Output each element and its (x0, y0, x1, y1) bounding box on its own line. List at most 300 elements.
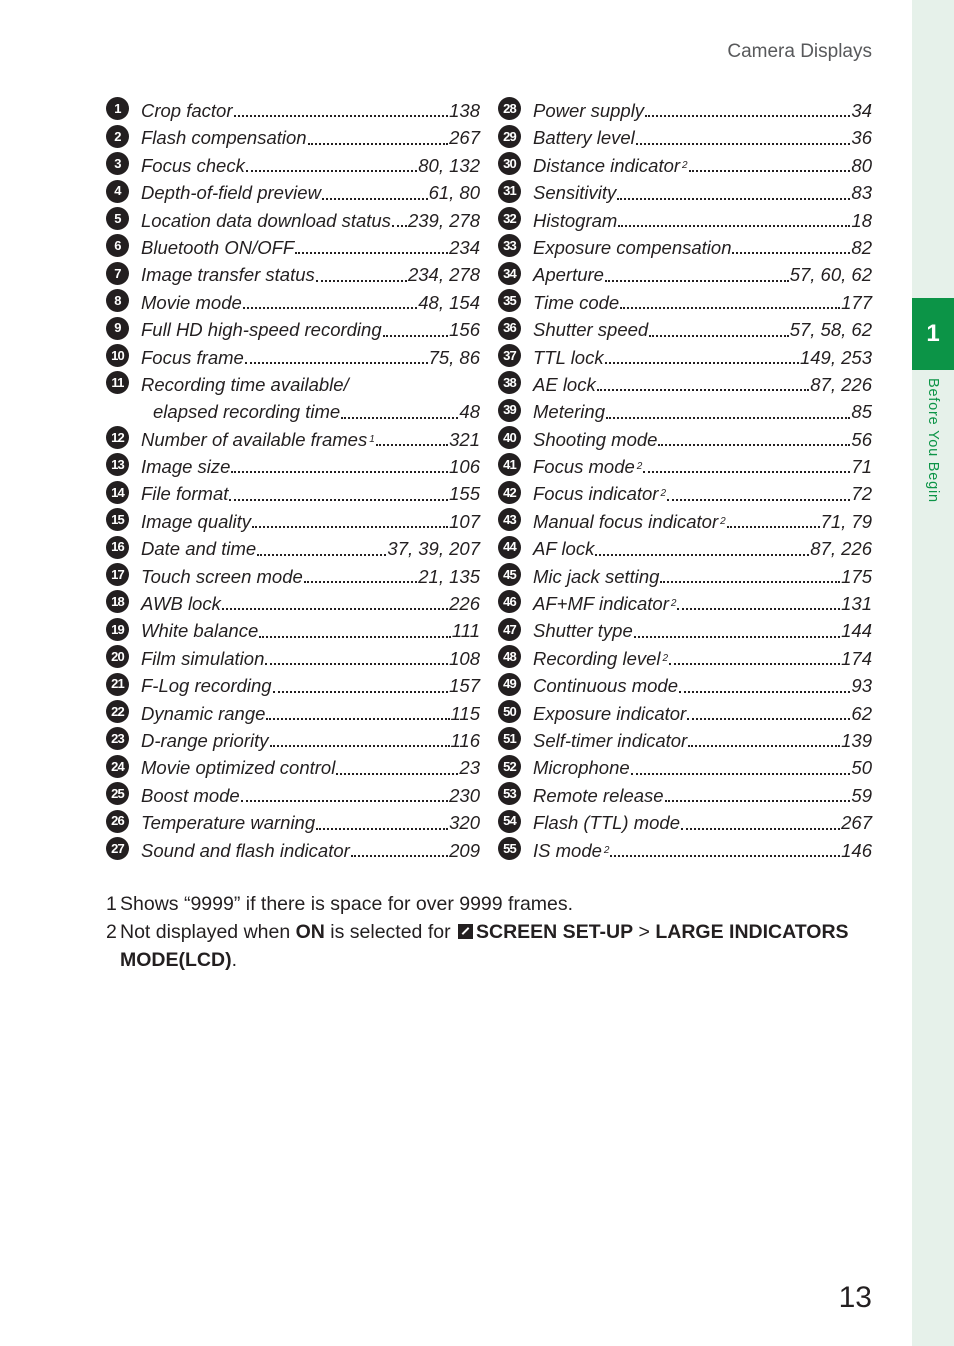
dot-leader (631, 773, 851, 775)
entry-pages: 239, 278 (407, 209, 480, 231)
index-entry (498, 124, 872, 151)
setup-menu-icon (458, 924, 473, 939)
dot-leader (643, 471, 850, 473)
entry-label: Manual focus indicator (533, 510, 719, 532)
index-entry (106, 289, 480, 316)
index-entry (106, 124, 480, 151)
entry-pages: 321 (449, 428, 480, 450)
entry-label: Exposure indicator (533, 702, 687, 724)
entry-label: Depth-of-field preview (141, 182, 321, 204)
right-index-column (498, 97, 872, 864)
entry-label: TTL lock (533, 346, 604, 368)
entry-pages: 85 (851, 401, 872, 423)
section-title: Camera Displays (727, 41, 872, 62)
index-entry (498, 700, 872, 727)
entry-label: Sensitivity (533, 182, 617, 204)
entry-label: D-range priority (141, 729, 269, 751)
dot-leader (595, 554, 809, 556)
footnote-text: . (231, 949, 237, 971)
index-entry (498, 809, 872, 836)
entry-label: Metering (533, 401, 605, 423)
entry-label: Focus indicator (533, 483, 659, 505)
dot-leader (234, 115, 449, 117)
entry-pages: 83 (851, 182, 872, 204)
entry-label: Battery level (533, 127, 635, 149)
entry-pages: 115 (450, 702, 480, 724)
entry-label: elapsed recording time (153, 401, 341, 423)
entry-label: Dynamic range (141, 702, 266, 724)
callout-number-icon: 52 (498, 755, 521, 778)
entry-label: Flash compensation (141, 127, 307, 149)
footnote-ref: 2 (662, 652, 669, 664)
callout-number-icon: 42 (498, 481, 521, 504)
entry-pages: 157 (449, 675, 480, 697)
entry-pages: 56 (851, 428, 872, 450)
entry-label: Image quality (141, 510, 252, 532)
dot-leader (257, 554, 386, 556)
index-entry (498, 316, 872, 343)
index-entry (106, 179, 480, 206)
entry-label: Focus frame (141, 346, 244, 368)
callout-number-icon: 33 (498, 234, 521, 257)
callout-number-icon: 30 (498, 152, 521, 175)
entry-pages: 80 (851, 154, 872, 176)
entry-label: AE lock (533, 373, 596, 395)
entry-label: File format (141, 483, 229, 505)
index-entry (498, 207, 872, 234)
callout-number-icon: 8 (106, 289, 129, 312)
callout-number-icon: 44 (498, 536, 521, 559)
footnote-ref: 2 (636, 461, 643, 473)
dot-leader (605, 362, 799, 364)
callout-number-icon: 4 (106, 180, 129, 203)
index-entry (106, 152, 480, 179)
entry-pages: 82 (851, 236, 872, 258)
entry-label: Focus mode (533, 456, 635, 478)
index-entry (498, 234, 872, 261)
dot-leader (649, 335, 789, 337)
index-entry (106, 234, 480, 261)
index-entry (106, 645, 480, 672)
index-entry (498, 453, 872, 480)
callout-number-icon: 43 (498, 508, 521, 531)
footnote-ref: 1 (369, 433, 375, 445)
entry-pages: 87, 226 (810, 538, 872, 560)
index-entry (498, 398, 872, 425)
index-entry (106, 809, 480, 836)
entry-pages: 57, 58, 62 (789, 319, 872, 341)
callout-number-icon: 5 (106, 207, 129, 230)
index-entry (498, 727, 872, 754)
entry-label: AWB lock (141, 593, 221, 615)
dot-leader (618, 225, 850, 227)
entry-label: Shutter type (533, 620, 633, 642)
entry-pages: 72 (851, 483, 872, 505)
entry-label: Distance indicator (533, 154, 681, 176)
callout-number-icon: 38 (498, 371, 521, 394)
callout-number-icon: 40 (498, 426, 521, 449)
entry-pages: 116 (450, 729, 480, 751)
entry-label: Microphone (533, 757, 630, 779)
entry-label: Shutter speed (533, 319, 649, 341)
dot-leader (266, 718, 449, 720)
entry-label: Mic jack setting (533, 565, 660, 587)
callout-number-icon: 48 (498, 645, 521, 668)
footnote-menu-large-indicators: LARGE INDICATORS MODE(LCD) (120, 921, 849, 971)
dot-leader (617, 198, 850, 200)
entry-label: Self-timer indicator (533, 729, 688, 751)
index-entry (106, 590, 480, 617)
entry-label: Bluetooth ON/OFF (141, 236, 295, 258)
index-entry (498, 179, 872, 206)
entry-label: Aperture (533, 264, 604, 286)
entry-label: AF+MF indicator (533, 593, 669, 615)
index-entry (498, 152, 872, 179)
callout-number-icon: 24 (106, 755, 129, 778)
callout-number-icon: 1 (106, 97, 129, 120)
entry-pages: 108 (449, 647, 480, 669)
entry-label: AF lock (533, 538, 595, 560)
dot-leader (351, 855, 448, 857)
callout-number-icon: 34 (498, 262, 521, 285)
entry-label: Number of available frames (141, 428, 368, 450)
entry-pages: 175 (841, 565, 872, 587)
dot-leader (222, 608, 448, 610)
entry-label: Crop factor (141, 99, 233, 121)
index-entry (498, 754, 872, 781)
callout-number-icon: 14 (106, 481, 129, 504)
footnotes (106, 890, 866, 974)
callout-number-icon: 31 (498, 180, 521, 203)
entry-label: Histogram (533, 209, 618, 231)
index-entry (498, 261, 872, 288)
index-entry (498, 426, 872, 453)
callout-number-icon: 11 (106, 371, 129, 394)
entry-label: Full HD high-speed recording (141, 319, 382, 341)
footnote-text: is selected for (324, 921, 456, 943)
footnote-on-value: ON (295, 921, 325, 943)
index-entry (106, 344, 480, 371)
entry-pages: 131 (841, 593, 872, 615)
dot-leader (336, 773, 458, 775)
index-entry (498, 480, 872, 507)
entry-pages: 111 (451, 620, 480, 642)
index-entry (498, 289, 872, 316)
callout-number-icon: 12 (106, 426, 129, 449)
dot-leader (376, 444, 448, 446)
entry-pages: 267 (449, 127, 480, 149)
footnote-ref: 2 (660, 488, 667, 500)
callout-number-icon: 32 (498, 207, 521, 230)
entry-label: Movie mode (141, 291, 242, 313)
entry-pages: 230 (449, 784, 480, 806)
entry-label: Remote release (533, 784, 664, 806)
dot-leader (681, 828, 840, 830)
index-entry (498, 672, 872, 699)
chapter-side-strip (912, 0, 954, 1346)
entry-pages: 107 (449, 510, 480, 532)
entry-pages: 267 (841, 812, 872, 834)
footnote-ref: 2 (720, 515, 726, 527)
dot-leader (732, 252, 850, 254)
entry-pages: 234, 278 (407, 264, 480, 286)
dot-leader (689, 170, 851, 172)
entry-label: Sound and flash indicator (141, 839, 350, 861)
callout-number-icon: 10 (106, 344, 129, 367)
index-entry (498, 508, 872, 535)
callout-number-icon: 15 (106, 508, 129, 531)
dot-leader (316, 280, 407, 282)
entry-label: Film simulation (141, 647, 265, 669)
entry-pages: 209 (449, 839, 480, 861)
entry-pages: 139 (841, 729, 872, 751)
callout-number-icon: 28 (498, 97, 521, 120)
footnote-menu-screen-setup: SCREEN SET-UP (476, 921, 634, 943)
callout-number-icon: 27 (106, 837, 129, 860)
callout-number-icon: 18 (106, 590, 129, 613)
callout-number-icon: 20 (106, 645, 129, 668)
entry-label: Time code (533, 291, 620, 313)
callout-number-icon: 7 (106, 262, 129, 285)
index-entry (498, 782, 872, 809)
callout-number-icon: 29 (498, 125, 521, 148)
entry-pages: 34 (851, 99, 872, 121)
callout-number-icon: 36 (498, 317, 521, 340)
entry-pages: 21, 135 (418, 565, 480, 587)
entry-pages: 174 (841, 647, 872, 669)
index-entry (106, 480, 480, 507)
index-entry (106, 261, 480, 288)
dot-leader (322, 198, 428, 200)
index-entry (106, 837, 480, 864)
page-number: 13 (838, 1281, 872, 1314)
index-entry (498, 344, 872, 371)
entry-pages: 71 (851, 456, 872, 478)
dot-leader (341, 417, 458, 419)
dot-leader (679, 691, 850, 693)
dot-leader (660, 581, 840, 583)
entry-pages: 23 (459, 757, 480, 779)
dot-leader (243, 307, 418, 309)
callout-number-icon: 9 (106, 317, 129, 340)
dot-leader (273, 691, 449, 693)
callout-number-icon: 51 (498, 727, 521, 750)
entry-pages: 320 (449, 812, 480, 834)
entry-label: Recording time available/ (141, 373, 349, 395)
callout-number-icon: 22 (106, 700, 129, 723)
callout-number-icon: 49 (498, 673, 521, 696)
dot-leader (259, 636, 451, 638)
index-entry (498, 590, 872, 617)
callout-number-icon: 35 (498, 289, 521, 312)
dot-leader (645, 115, 850, 117)
entry-pages: 87, 226 (810, 373, 872, 395)
entry-pages: 36 (851, 127, 872, 149)
entry-label: Exposure compensation (533, 236, 732, 258)
callout-number-icon: 37 (498, 344, 521, 367)
footnote-2 (106, 918, 866, 974)
entry-label: Continuous mode (533, 675, 679, 697)
callout-number-icon: 6 (106, 234, 129, 257)
callout-number-icon: 39 (498, 399, 521, 422)
footnote-separator: > (633, 921, 656, 943)
entry-pages: 144 (841, 620, 872, 642)
index-entry (106, 727, 480, 754)
index-entry (106, 672, 480, 699)
entry-pages: 37, 39, 207 (387, 538, 480, 560)
dot-leader (606, 417, 850, 419)
entry-label: Focus check (141, 154, 245, 176)
chapter-number: 1 (926, 320, 940, 347)
dot-leader (605, 280, 789, 282)
dot-leader (677, 608, 840, 610)
index-entry (498, 617, 872, 644)
callout-number-icon: 26 (106, 810, 129, 833)
callout-number-icon: 21 (106, 673, 129, 696)
index-entry (498, 645, 872, 672)
callout-number-icon: 50 (498, 700, 521, 723)
entry-pages: 75, 86 (428, 346, 480, 368)
footnote-ref: 2 (603, 844, 610, 856)
entry-label: Recording level (533, 647, 661, 669)
dot-leader (669, 663, 840, 665)
entry-pages: 156 (449, 319, 480, 341)
dot-leader (727, 526, 820, 528)
dot-leader (265, 663, 448, 665)
entry-pages: 57, 60, 62 (789, 264, 872, 286)
callout-number-icon: 16 (106, 536, 129, 559)
index-entry (106, 782, 480, 809)
dot-leader (246, 170, 417, 172)
dot-leader (304, 581, 417, 583)
dot-leader (270, 745, 450, 747)
entry-label: Image transfer status (141, 264, 315, 286)
entry-pages: 80, 132 (418, 154, 480, 176)
chapter-label: Before You Begin (925, 378, 941, 503)
entry-label: Temperature warning (141, 812, 316, 834)
callout-number-icon: 54 (498, 810, 521, 833)
index-entry (106, 371, 480, 398)
entry-pages: 59 (851, 784, 872, 806)
callout-number-icon: 55 (498, 837, 521, 860)
index-entry (498, 837, 872, 864)
dot-leader (620, 307, 840, 309)
footnote-1 (106, 890, 866, 918)
footnote-number: 1 (106, 893, 117, 915)
entry-label: IS mode (533, 839, 602, 861)
index-entry (106, 207, 480, 234)
dot-leader (231, 471, 448, 473)
footnote-text: Shows “9999” if there is space for over 9999 frames. (120, 893, 574, 915)
dot-leader (308, 143, 449, 145)
dot-leader (316, 828, 448, 830)
dot-leader (688, 745, 840, 747)
footnote-text: Not displayed when (120, 921, 296, 943)
footnote-ref: 2 (682, 159, 688, 171)
entry-label: Power supply (533, 99, 645, 121)
dot-leader (687, 718, 850, 720)
entry-label: Image size (141, 456, 231, 478)
entry-label: Location data download status (141, 209, 391, 231)
index-entry (498, 97, 872, 124)
callout-number-icon: 25 (106, 782, 129, 805)
chapter-tab (912, 298, 954, 370)
dot-leader (392, 225, 407, 227)
index-entry (498, 535, 872, 562)
footnote-ref: 2 (670, 598, 677, 610)
index-entry (106, 426, 480, 453)
index-entry (106, 617, 480, 644)
entry-label: Flash (TTL) mode (533, 812, 681, 834)
index-entry (106, 97, 480, 124)
callout-number-icon: 2 (106, 125, 129, 148)
index-entry (106, 316, 480, 343)
entry-pages: 48 (459, 401, 480, 423)
entry-pages: 71, 79 (820, 510, 872, 532)
callout-number-icon: 45 (498, 563, 521, 586)
callout-number-icon: 3 (106, 152, 129, 175)
entry-label: Touch screen mode (141, 565, 303, 587)
dot-leader (245, 362, 428, 364)
index-entry (106, 754, 480, 781)
entry-pages: 50 (851, 757, 872, 779)
index-entry (106, 535, 480, 562)
callout-number-icon: 19 (106, 618, 129, 641)
dot-leader (658, 444, 850, 446)
index-entry (106, 563, 480, 590)
callout-number-icon: 13 (106, 453, 129, 476)
entry-label: Date and time (141, 538, 257, 560)
index-entry (498, 563, 872, 590)
entry-pages: 138 (449, 99, 480, 121)
dot-leader (597, 389, 810, 391)
callout-number-icon: 41 (498, 453, 521, 476)
entry-pages: 146 (841, 839, 872, 861)
dot-leader (636, 143, 851, 145)
entry-pages: 62 (851, 702, 872, 724)
entry-pages: 18 (851, 209, 872, 231)
index-entry (106, 398, 480, 425)
entry-pages: 61, 80 (428, 182, 480, 204)
entry-label: Boost mode (141, 784, 240, 806)
dot-leader (383, 335, 449, 337)
dot-leader (295, 252, 448, 254)
callout-number-icon: 47 (498, 618, 521, 641)
index-entry (106, 453, 480, 480)
entry-pages: 149, 253 (799, 346, 872, 368)
entry-pages: 106 (449, 456, 480, 478)
index-entry (106, 508, 480, 535)
entry-pages: 226 (449, 593, 480, 615)
dot-leader (610, 855, 840, 857)
index-entry (106, 700, 480, 727)
callout-number-icon: 17 (106, 563, 129, 586)
left-index-column (106, 97, 480, 864)
dot-leader (634, 636, 840, 638)
dot-leader (665, 800, 851, 802)
dot-leader (252, 526, 448, 528)
index-entry (498, 371, 872, 398)
entry-pages: 93 (851, 675, 872, 697)
footnote-number: 2 (106, 921, 117, 943)
entry-label: F-Log recording (141, 675, 272, 697)
dot-leader (229, 499, 448, 501)
entry-pages: 177 (841, 291, 872, 313)
entry-pages: 48, 154 (418, 291, 480, 313)
callout-number-icon: 53 (498, 782, 521, 805)
callout-number-icon: 23 (106, 727, 129, 750)
entry-label: Shooting mode (533, 428, 658, 450)
